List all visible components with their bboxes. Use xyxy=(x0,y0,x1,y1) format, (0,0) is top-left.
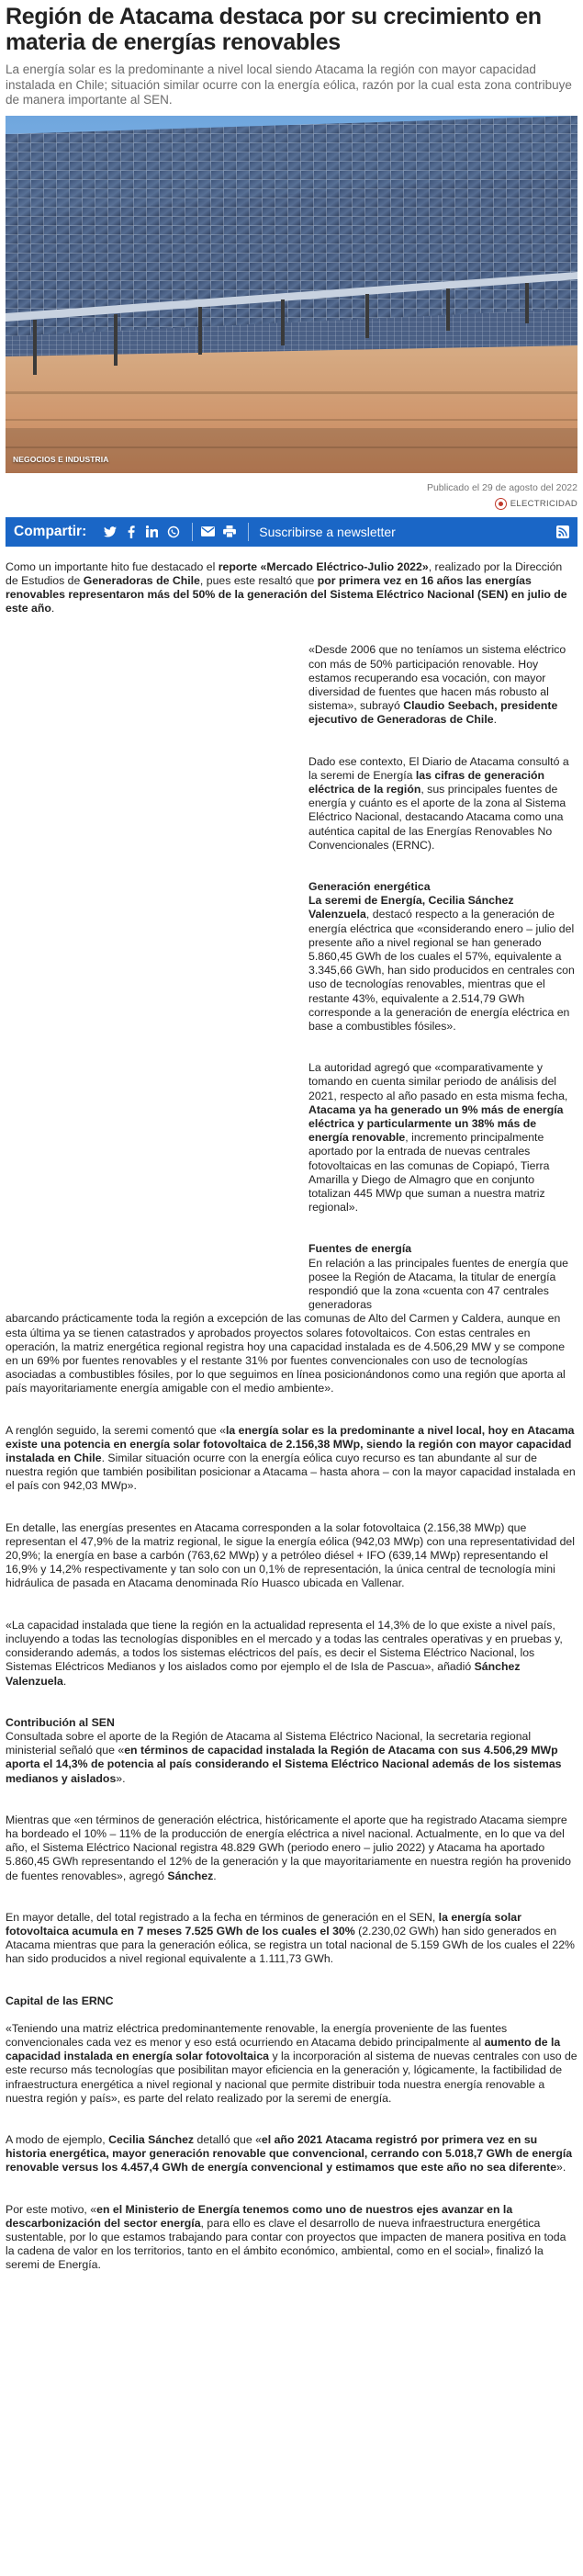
paragraph-detalle: En detalle, las energías presentes en Atacama corresponden a la solar fotovoltaica (2.156,38 MWp) que representan el 47,9% de la matriz regional, le sigue la energía eólica (942,03 MWp) con una representatividad del 20,9%; la energía en base a carbón (763,62 MWp) y a petróleo diésel + IFO (639,14 MWp) representando el 16,9% y 14,2% respectivamente y tan solo con un 0,1% de representación, la única central de tecnología mini hidráulica de pasada en Atacama denominada Río Huasco ubicada en Vallenar. xyxy=(6,1520,575,1590)
twitter-icon[interactable] xyxy=(101,523,118,540)
paragraph-solar: A renglón seguido, la seremi comentó que «la energía solar es la predominante a nivel local, hoy en Atacama existe una potencia en energía solar fotovoltaica de 2.156,38 MWp, siendo la región con mayor capacidad instalada en Chile. Similar situación ocurre con la energía eólica cuyo recurso es tan abundante al sur de nuestra región que también posibilitan posicionar a Atacama – hasta ahora – con la mayor capacidad instalada en el país con 942,03 MWp». xyxy=(6,1423,576,1493)
paragraph-ministerio: Por este motivo, «en el Ministerio de Energía tenemos como uno de nuestros ejes avanzar en la descarbonización del sector energía, para ello es clave el desarrollo de nueva infraestructura energética sustentable, por lo que estamos trabajando para contar con proyectos que impacten de manera positiva en toda la cadena de valor en los territorios, tanto en el ámbito económico, ambiental, como en el social», finalizó la seremi de Energía. xyxy=(6,2202,566,2272)
share-bar xyxy=(6,517,577,547)
email-icon[interactable] xyxy=(199,523,217,540)
subheading-generacion: Generación energética xyxy=(308,879,431,893)
section-name: ELECTRICIDAD xyxy=(510,498,577,509)
whatsapp-icon[interactable] xyxy=(164,523,182,540)
linkedin-icon[interactable] xyxy=(143,523,161,540)
print-icon[interactable] xyxy=(220,523,238,540)
electricity-icon xyxy=(495,498,507,510)
solar-field-photo xyxy=(6,116,577,473)
subheading-contribucion: Contribución al SEN xyxy=(6,1715,115,1729)
paragraph-contribucion: Consultada sobre el aporte de la Región de Atacama al Sistema Eléctrico Nacional, la secretaria regional ministerial señaló que «en términos de capacidad instalada la Región de Atacama con sus 4.506,29 MWp aporta el 14,3% de potencia al país considerando el Sistema Eléctrico Nacional además de los sistemas medianos y aislados». xyxy=(6,1729,562,1785)
section-label[interactable] xyxy=(6,498,577,510)
article-body xyxy=(6,560,577,2273)
paragraph-1: Como un importante hito fue destacado el reporte «Mercado Eléctrico-Julio 2022», realizado por la Dirección de Estudios de Generadoras de Chile, pues este resaltó que por primera vez en 16 años las energías renovables representaron más del 50% de la generación del Sistema Eléctrico Nacional (SEN) en julio de este año. xyxy=(6,559,567,616)
paragraph-ejemplo: A modo de ejemplo, Cecilia Sánchez detalló que «el año 2021 Atacama registró por primera vez en su historia energética, mayor generación renovable que convencional, cerrando con 5.018,7 GWh de energía renovable versus los 4.457,4 GWh de energía convencional y estimamos que este año no sea diferente». xyxy=(6,2132,573,2175)
paragraph-fuentes-b: abarcando prácticamente toda la región a excepción de las comunas de Alto del Carmen y Caldera, aunque en esta última ya se tienen catastrados y aprobados proyectos solares fotovoltaicos. Con estas centrales en operación, la matriz energética regional registra hoy una capacidad instalada es de 4.506,29 MW y se compone en un 69% por fuentes renovables y el restante 31% por fuentes convencionales con uso de tecnologías asociadas a combustibles fósiles, por lo que seguimos en línea posicionándonos como una región que aporta al país mayoritariamente energía amigable con el medio ambiente». xyxy=(6,1312,566,1395)
paragraph-generacion: La seremi de Energía, Cecilia Sánchez Valenzuela, destacó respecto a la generación de energía eléctrica que «considerando enero – julio del presente año a nivel regional se han generado 5.860,45 GWh de los cuales el 57%, equivalente a 3.345,66 GWh, han sido producidos en centrales con uso de tecnologías renovables, mientras que el restante 43%, equivalente a 2.514,79 GWh corresponde a la generación de energía eléctrica en base a combustibles fósiles». xyxy=(308,894,575,1033)
share-divider xyxy=(192,523,193,541)
article-headline: Región de Atacama destaca por su crecimiento en materia de energías renovables xyxy=(6,4,542,55)
newsletter-link[interactable]: Suscribirse a newsletter xyxy=(259,524,396,539)
paragraph-matriz: «Teniendo una matriz eléctrica predominantemente renovable, la energía proveniente de las fuentes convencionales cada vez es menor y eso está ocurriendo en Atacama debido principalmente al aumento de la capacidad instalada en energía solar fotovoltaica y la incorporación al sistema de nuevas centrales con uso de este recurso más tecnologías que posibilitan mayor eficiencia en la generación y, lógicamente, la factibilidad de infraestructura energética a nivel regional y nacional que permite distribuir toda nuestra energía renovable a nuestra región y país», es parte del relato realizado por la seremi de energía. xyxy=(6,2021,577,2105)
hero-category-tag: NEGOCIOS E INDUSTRIA xyxy=(13,454,109,464)
paragraph-comparativo: La autoridad agregó que «comparativamente y tomando en cuenta similar periodo de análisis del 2021, respecto al año pasado en esta misma fecha, Atacama ya ha generado un 9% más de energía eléctrica y particularmente un 38% más de energía renovable, incremento principalmente aportado por la entrada de nuevas centrales fotovoltaicas en las comunas de Copiapó, Tierra Amarilla y Diego de Almagro que en conjunto totalizan 445 MWp que suman a nuestra matriz regional». xyxy=(308,1061,568,1215)
share-divider-2 xyxy=(248,523,249,541)
paragraph-mayor-detalle: En mayor detalle, del total registrado a la fecha en términos de generación en el SEN, la energía solar fotovoltaica acumula en 7 meses 7.525 GWh de los cuales el 30% (2.230,02 GWh) han sido generados en Atacama mientras que para la generación eólica, se registra un total nacional de 5.159 GWh de los cuales el 22% han sido producidos a nivel regional equivalente a 1.111,73 GWh. xyxy=(6,1910,575,1966)
rss-icon[interactable] xyxy=(556,525,569,538)
paragraph-context: Dado ese contexto, El Diario de Atacama consultó a la seremi de Energía las cifras de generación eléctrica de la región, sus principales fuentes de energía y cuánto es el aporte de la zona al Sistema Eléctrico Nacional, destacando Atacama como una auténtica capital de las Energías Renovables No Convencionales (ERNC). xyxy=(308,754,569,852)
subheading-capital: Capital de las ERNC xyxy=(6,1994,114,2007)
subheading-fuentes: Fuentes de energía xyxy=(308,1242,412,1256)
paragraph-capacidad: «La capacidad instalada que tiene la región en la actualidad representa el 14,3% de lo que existe a nivel país, incluyendo a todas las tecnologías disponibles en el mercado y a todas las centrales operativas y en pruebas y, considerando además, a todos los sistemas eléctricos del país, es decir el Sistema Eléctrico Nacional, los Sistemas Eléctricos Medianos y los aislados como por ejemplo el de Isla de Pascua», añadió Sánchez Valenzuela. xyxy=(6,1618,563,1688)
paragraph-quote-seebach: «Desde 2006 que no teníamos un sistema eléctrico con más de 50% participación renovable. Hoy estamos recuperando esa vocación, con mayor diversidad de fuentes que hacen más robusto al sistema», subrayó Claudio Seebach, presidente ejecutivo de Generadoras de Chile. xyxy=(308,643,566,727)
share-label: Compartir: xyxy=(14,523,87,539)
article-lead: La energía solar es la predominante a nivel local siendo Atacama la región con mayor capacidad instalada en Chile; situación similar ocurre con la energía eólica, razón por la cual esta zona contribuye de manera importante al SEN. xyxy=(6,62,572,107)
paragraph-fuentes-a: En relación a las principales fuentes de energía que posee la Región de Atacama, la titular de energía respondió que la zona «cuenta con 47 centrales generadoras xyxy=(308,1256,569,1312)
hero-image xyxy=(6,116,577,473)
facebook-icon[interactable] xyxy=(122,523,140,540)
paragraph-generacion-nacional: Mientras que «en términos de generación eléctrica, históricamente el aporte que ha registrado Atacama siempre ha bordeado el 10% – 11% de la producción de energía eléctrica a nivel nacional. Actualmente, en lo que va del año, el Sistema Eléctrico Nacional registra 48.829 GWh (periodo enero – julio 2022) y Atacama ha aportado 5.860,45 GWh representando el 12% de la generación y la que mayoritariamente en nuestra región ha provenido de fuentes renovables», agregó Sánchez. xyxy=(6,1813,571,1882)
publish-date: Publicado el 29 de agosto del 2022 xyxy=(426,481,577,493)
